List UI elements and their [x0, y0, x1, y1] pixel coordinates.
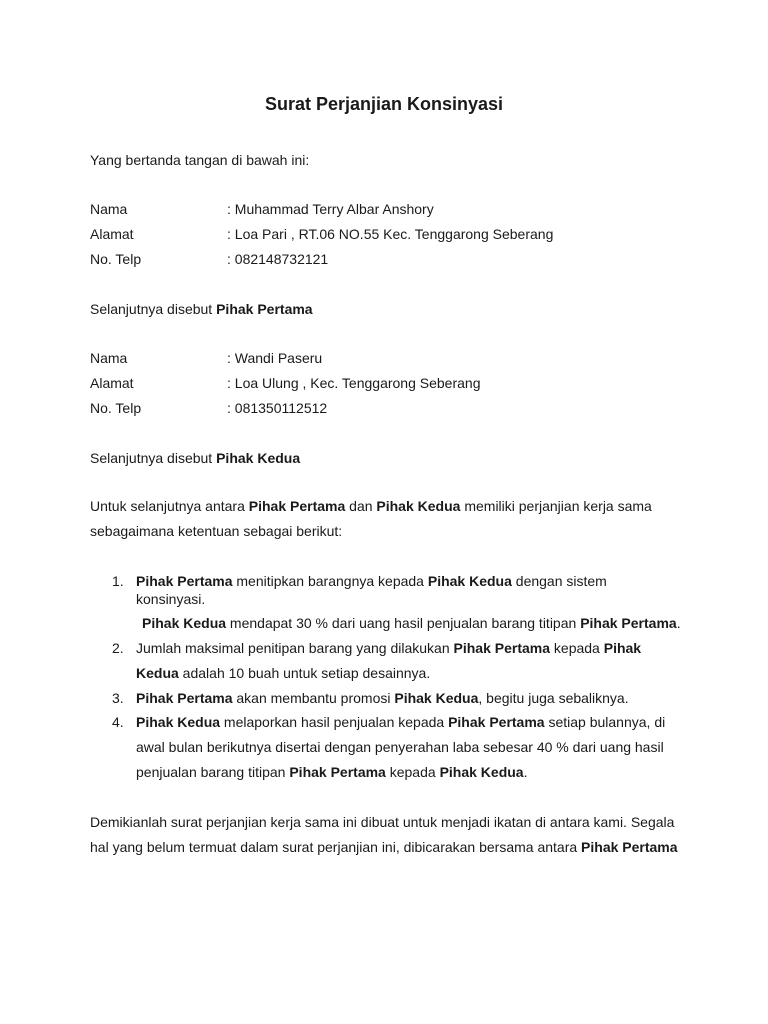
party1-alamat-row	[90, 225, 553, 243]
list-item-3-line1	[136, 689, 629, 707]
party2-telp-row	[90, 399, 327, 417]
list-item-4-bold-2: Pihak Pertama	[448, 714, 545, 730]
list-item-1-line2: konsinyasi.	[136, 591, 206, 607]
list-item-3-text-1: akan membantu promosi	[232, 690, 395, 706]
list-item-2-line1	[136, 639, 641, 657]
untuk-line1	[90, 497, 652, 515]
party1-telp-label: No. Telp	[90, 251, 142, 267]
list-item-1-text-1: menitipkan barangnya kepada	[232, 573, 428, 589]
list-number-1: 1.	[112, 573, 124, 589]
list-item-4-text-2: setiap bulannya, di	[544, 714, 666, 730]
list-item-2-text-1: Jumlah maksimal penitipan barang yang dilakukan	[136, 640, 454, 656]
party2-nama-value: : Wandi Paseru	[227, 350, 323, 366]
disebut-pihak-pertama	[90, 300, 313, 318]
untuk-text-3: memiliki perjanjian kerja sama	[460, 498, 652, 514]
list-item-2-line2-bold: Kedua	[136, 665, 179, 681]
list-item-1-text-2: dengan sistem	[511, 573, 607, 589]
list-item-4-line3-text-1: penjualan barang titipan	[136, 764, 290, 780]
list-item-3-bold-2: Pihak Kedua	[394, 690, 479, 706]
list-item-3-bold-1: Pihak Pertama	[136, 690, 233, 706]
party2-telp-value: : 081350112512	[227, 400, 328, 416]
list-number-3: 3.	[112, 690, 124, 706]
untuk-text-2: dan	[345, 498, 377, 514]
party1-alamat-label: Alamat	[90, 226, 134, 242]
list-item-2-bold-2: Pihak	[603, 640, 642, 656]
list-item-1-bold-1: Pihak Pertama	[136, 573, 233, 589]
list-item-2-line2	[136, 664, 430, 682]
party1-nama-label: Nama	[90, 201, 128, 217]
list-item-4-line1	[136, 713, 665, 731]
untuk-line2: sebagaimana ketentuan sebagai berikut:	[90, 523, 343, 539]
closing-line2-text: hal yang belum termuat dalam surat perjanjian ini, dibicarakan bersama antara	[90, 839, 582, 855]
list-item-4-line3-text-3: .	[523, 764, 528, 780]
list-item-1-bold-2: Pihak Kedua	[427, 573, 512, 589]
list-item-1-sub-text-2: .	[676, 615, 681, 631]
party2-nama-row	[90, 349, 322, 367]
party2-alamat-row	[90, 374, 480, 392]
party2-alamat-label: Alamat	[90, 375, 134, 391]
disebut-pihak-kedua	[90, 449, 300, 467]
list-item-4-line3-text-2: kepada	[385, 764, 440, 780]
party1-telp-value: : 082148732121	[227, 251, 329, 267]
list-item-1-sub-text-1: mendapat 30 % dari uang hasil penjualan barang titipan	[226, 615, 581, 631]
list-item-2-text-2: kepada	[550, 640, 604, 656]
disebut2-bold: Pihak Kedua	[216, 450, 301, 466]
party2-telp-label: No. Telp	[90, 400, 142, 416]
party1-telp-row	[90, 250, 328, 268]
list-item-4-line3	[136, 763, 527, 781]
list-item-1-sub-bold-2: Pihak Pertama	[580, 615, 677, 631]
closing-line2-bold: Pihak Pertama	[581, 839, 678, 855]
document-title: Surat Perjanjian Konsinyasi	[264, 94, 504, 114]
party2-alamat-value: : Loa Ulung , Kec. Tenggarong Seberang	[227, 375, 481, 391]
disebut1-text: Selanjutnya disebut	[90, 301, 217, 317]
party2-nama-label: Nama	[90, 350, 128, 366]
party1-nama-row	[90, 200, 434, 218]
list-item-2-bold-1: Pihak Pertama	[453, 640, 551, 656]
list-item-4-line2: awal bulan berikutnya disertai dengan penyerahan laba sebesar 40 % dari uang hasil	[136, 739, 664, 755]
list-item-3-text-2: , begitu juga sebaliknya.	[478, 690, 629, 706]
list-number-4: 4.	[112, 714, 124, 730]
list-item-1-sub	[142, 614, 681, 632]
untuk-bold-1: Pihak Pertama	[248, 498, 346, 514]
closing-line1: Demikianlah surat perjanjian kerja sama ini dibuat untuk menjadi ikatan di antara kami. Segala	[90, 814, 675, 830]
list-item-4-text-1: melaporkan hasil penjualan kepada	[220, 714, 449, 730]
intro-text: Yang bertanda tangan di bawah ini:	[90, 152, 310, 168]
list-item-4-bold-1: Pihak Kedua	[136, 714, 221, 730]
disebut1-bold: Pihak Pertama	[216, 301, 313, 317]
party1-nama-value: : Muhammad Terry Albar Anshory	[227, 201, 434, 217]
untuk-bold-2: Pihak Kedua	[376, 498, 461, 514]
list-item-1-sub-bold-1: Pihak Kedua	[142, 615, 227, 631]
list-item-2-line2-text: adalah 10 buah untuk setiap desainnya.	[178, 665, 431, 681]
list-item-1-line1	[136, 572, 607, 590]
list-number-2: 2.	[112, 640, 124, 656]
disebut2-text: Selanjutnya disebut	[90, 450, 217, 466]
untuk-text-1: Untuk selanjutnya antara	[90, 498, 249, 514]
party1-alamat-value: : Loa Pari , RT.06 NO.55 Kec. Tenggarong Seberang	[227, 226, 554, 242]
closing-line2	[90, 838, 678, 856]
list-item-4-line3-bold-1: Pihak Pertama	[289, 764, 386, 780]
list-item-4-line3-bold-2: Pihak Kedua	[439, 764, 524, 780]
